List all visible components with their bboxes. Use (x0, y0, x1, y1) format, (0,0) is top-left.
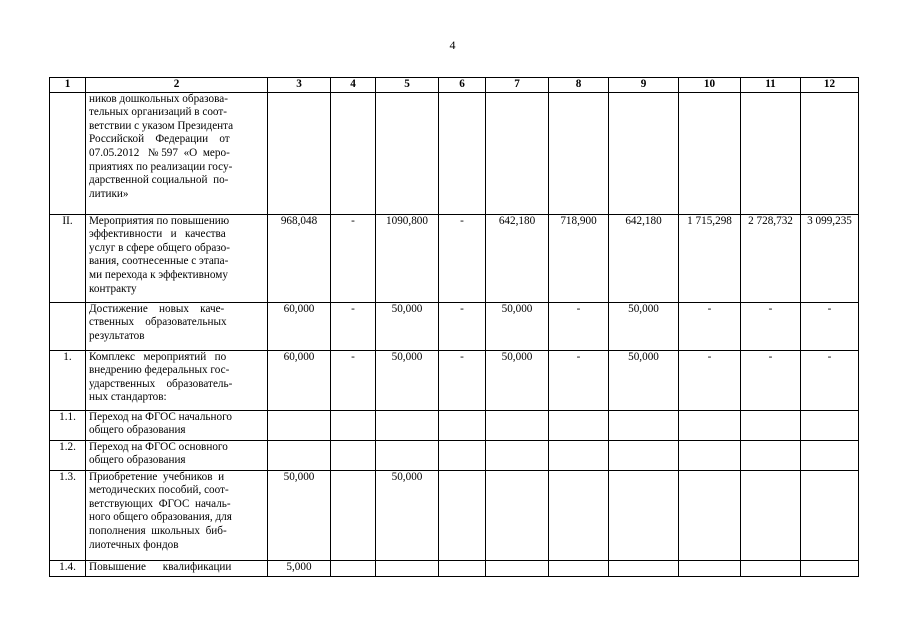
description-line: дарственной социальной по- (89, 174, 229, 187)
description-line: Достижение новых каче- (89, 302, 225, 315)
table-row (50, 302, 859, 350)
value-cell-col-12: - (801, 302, 859, 350)
value-cell-col-6 (439, 560, 486, 576)
value-cell-col-9 (609, 92, 679, 214)
description-line: ников дошкольных образова- (89, 92, 228, 105)
value-cell-col-9 (609, 440, 679, 470)
value-cell-col-10: - (679, 302, 741, 350)
row-description (86, 350, 268, 410)
row-number: 1.1. (50, 410, 86, 440)
value-cell-col-12 (801, 92, 859, 214)
description-line: ных стандартов: (89, 391, 167, 404)
row-description (86, 410, 268, 440)
value-cell-col-6 (439, 440, 486, 470)
value-cell-col-9: 642,180 (609, 214, 679, 302)
value-cell-col-6: - (439, 302, 486, 350)
value-cell-col-3 (268, 440, 331, 470)
description-line: внедрению федеральных гос- (89, 364, 230, 377)
description-line: ственных образовательных (89, 316, 227, 329)
value-cell-col-5 (376, 92, 439, 214)
value-cell-col-8 (549, 560, 609, 576)
value-cell-col-8: 718,900 (549, 214, 609, 302)
table-row (50, 410, 859, 440)
value-cell-col-12 (801, 560, 859, 576)
row-description (86, 92, 268, 214)
value-cell-col-10 (679, 440, 741, 470)
description-line: Повышение квалификации (89, 560, 232, 573)
table-row (50, 470, 859, 560)
description-line: ветствующих ФГОС началь- (89, 497, 231, 510)
value-cell-col-6 (439, 410, 486, 440)
header-cell: 4 (331, 78, 376, 93)
value-cell-col-3 (268, 410, 331, 440)
header-cell: 12 (801, 78, 859, 93)
value-cell-col-11: - (741, 350, 801, 410)
header-cell: 5 (376, 78, 439, 93)
budget-table (49, 77, 859, 577)
value-cell-col-10: - (679, 350, 741, 410)
row-number (50, 92, 86, 214)
description-line: тельных организаций в соот- (89, 106, 227, 119)
value-cell-col-4: - (331, 302, 376, 350)
value-cell-col-8: - (549, 302, 609, 350)
header-cell: 3 (268, 78, 331, 93)
page-number: 4 (449, 38, 456, 52)
table-row (50, 560, 859, 576)
value-cell-col-4 (331, 410, 376, 440)
value-cell-col-7 (486, 410, 549, 440)
value-cell-col-10 (679, 560, 741, 576)
description-line: литики» (89, 187, 129, 200)
row-number: 1.4. (50, 560, 86, 576)
description-line: методических пособий, соот- (89, 484, 229, 497)
header-cell: 1 (50, 78, 86, 93)
value-cell-col-7: 50,000 (486, 302, 549, 350)
description-line: Переход на ФГОС основного (89, 440, 228, 453)
description-line: ного общего образования, для (89, 511, 232, 524)
value-cell-col-11 (741, 410, 801, 440)
description-line: пополнения школьных биб- (89, 524, 227, 537)
description-line: вания, соотнесенные с этапа- (89, 255, 229, 268)
value-cell-col-12 (801, 470, 859, 560)
header-cell: 10 (679, 78, 741, 93)
value-cell-col-3: 60,000 (268, 350, 331, 410)
value-cell-col-6 (439, 92, 486, 214)
value-cell-col-9: 50,000 (609, 350, 679, 410)
value-cell-col-5 (376, 440, 439, 470)
value-cell-col-3: 50,000 (268, 470, 331, 560)
description-line: Переход на ФГОС начального (89, 410, 232, 423)
description-line: ветствии с указом Президента (89, 119, 234, 132)
value-cell-col-12 (801, 440, 859, 470)
value-cell-col-7: 642,180 (486, 214, 549, 302)
value-cell-col-6 (439, 470, 486, 560)
header-cell: 7 (486, 78, 549, 93)
header-row (50, 78, 859, 93)
row-description (86, 470, 268, 560)
value-cell-col-3: 968,048 (268, 214, 331, 302)
value-cell-col-7: 50,000 (486, 350, 549, 410)
value-cell-col-5: 50,000 (376, 470, 439, 560)
value-cell-col-4 (331, 470, 376, 560)
description-line: ударственных образователь- (89, 377, 233, 390)
value-cell-col-8 (549, 92, 609, 214)
value-cell-col-11: - (741, 302, 801, 350)
value-cell-col-9 (609, 470, 679, 560)
row-description (86, 440, 268, 470)
table-row (50, 92, 859, 214)
description-line: Приобретение учебников и (89, 470, 225, 483)
value-cell-col-8 (549, 410, 609, 440)
description-line: эффективности и качества (89, 228, 226, 241)
description-line: общего образования (89, 424, 186, 437)
value-cell-col-10 (679, 410, 741, 440)
description-line: лиотечных фондов (89, 538, 179, 551)
row-description (86, 560, 268, 576)
value-cell-col-5: 50,000 (376, 350, 439, 410)
row-description (86, 302, 268, 350)
row-number (50, 302, 86, 350)
value-cell-col-11 (741, 470, 801, 560)
header-cell: 8 (549, 78, 609, 93)
value-cell-col-7 (486, 440, 549, 470)
description-line: услуг в сфере общего образо- (89, 241, 230, 254)
row-number: 1.3. (50, 470, 86, 560)
description-line: Комплекс мероприятий по (89, 350, 227, 363)
value-cell-col-7 (486, 92, 549, 214)
description-line: контракту (89, 282, 137, 295)
value-cell-col-8: - (549, 350, 609, 410)
value-cell-col-3: 5,000 (268, 560, 331, 576)
description-line: Мероприятия по повышению (89, 214, 230, 227)
description-line: 07.05.2012 № 597 «О меро- (89, 146, 230, 159)
value-cell-col-11 (741, 92, 801, 214)
value-cell-col-12 (801, 410, 859, 440)
value-cell-col-4 (331, 440, 376, 470)
header-cell: 9 (609, 78, 679, 93)
table-row (50, 214, 859, 302)
description-line: приятиях по реализации госу- (89, 160, 233, 173)
value-cell-col-9 (609, 560, 679, 576)
value-cell-col-10 (679, 92, 741, 214)
value-cell-col-6: - (439, 214, 486, 302)
header-cell: 2 (86, 78, 268, 93)
value-cell-col-11 (741, 440, 801, 470)
value-cell-col-4: - (331, 350, 376, 410)
value-cell-col-7 (486, 560, 549, 576)
value-cell-col-8 (549, 470, 609, 560)
description-line: результатов (89, 329, 145, 342)
row-number: II. (50, 214, 86, 302)
value-cell-col-5 (376, 410, 439, 440)
value-cell-col-12: 3 099,235 (801, 214, 859, 302)
value-cell-col-11: 2 728,732 (741, 214, 801, 302)
value-cell-col-12: - (801, 350, 859, 410)
table-row (50, 440, 859, 470)
row-number: 1. (50, 350, 86, 410)
header-cell: 11 (741, 78, 801, 93)
description-line: общего образования (89, 454, 186, 467)
value-cell-col-6: - (439, 350, 486, 410)
value-cell-col-10 (679, 470, 741, 560)
table-row (50, 350, 859, 410)
value-cell-col-9: 50,000 (609, 302, 679, 350)
value-cell-col-5: 50,000 (376, 302, 439, 350)
value-cell-col-3: 60,000 (268, 302, 331, 350)
value-cell-col-4 (331, 92, 376, 214)
value-cell-col-10: 1 715,298 (679, 214, 741, 302)
row-number: 1.2. (50, 440, 86, 470)
value-cell-col-4 (331, 560, 376, 576)
header-cell: 6 (439, 78, 486, 93)
value-cell-col-3 (268, 92, 331, 214)
value-cell-col-7 (486, 470, 549, 560)
description-line: ми перехода к эффективному (89, 268, 228, 281)
value-cell-col-8 (549, 440, 609, 470)
value-cell-col-4: - (331, 214, 376, 302)
value-cell-col-9 (609, 410, 679, 440)
row-description (86, 214, 268, 302)
value-cell-col-5: 1090,800 (376, 214, 439, 302)
value-cell-col-11 (741, 560, 801, 576)
description-line: Российской Федерации от (89, 133, 230, 146)
value-cell-col-5 (376, 560, 439, 576)
